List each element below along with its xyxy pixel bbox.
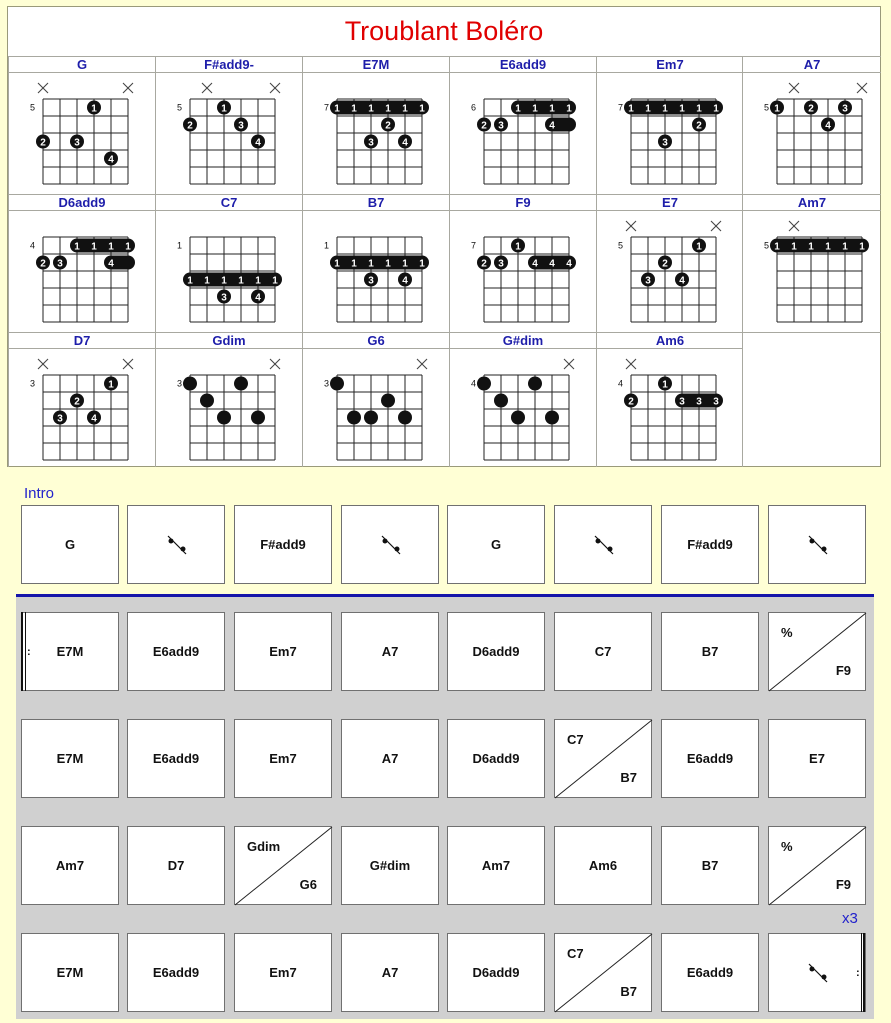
split-top-label: C7 (567, 732, 584, 747)
measure-chord-label: Am7 (481, 858, 511, 873)
measure-chord-label: E7M (56, 965, 84, 980)
barre-finger: 4 (108, 258, 114, 270)
fret-number: 6 (470, 102, 476, 113)
measure-chord-label: E7M (56, 644, 84, 659)
fret-number: 3 (176, 378, 182, 389)
fret-number: 7 (470, 240, 476, 251)
barre-finger: 1 (385, 103, 391, 115)
chord-diagram (302, 194, 449, 332)
chord-fretboard (450, 211, 596, 331)
finger-number: 2 (662, 258, 668, 270)
fret-number: 5 (176, 102, 182, 113)
chord-diagram (8, 332, 155, 467)
barre-finger: 1 (402, 258, 408, 270)
measure-chord (127, 826, 225, 905)
chord-fretboard (450, 73, 596, 193)
muted-string-mark (123, 83, 133, 93)
finger-number: 3 (238, 120, 244, 132)
chord-diagram (8, 194, 155, 332)
finger-number: 2 (40, 258, 46, 270)
chord-diagram (596, 194, 743, 332)
chord-fretboard (743, 73, 889, 193)
measure-chord-label: Em7 (269, 965, 297, 980)
barre-finger: 1 (204, 275, 210, 287)
barre-finger: 1 (791, 241, 797, 253)
measure-chord-label: B7 (701, 644, 719, 659)
barre-finger: 1 (532, 103, 538, 115)
barre (624, 101, 723, 115)
measure-chord-label: C7 (594, 644, 612, 659)
measure-chord-label: E6add9 (686, 965, 734, 980)
measure-chord-label: Am6 (588, 858, 618, 873)
chord-diagram (596, 56, 743, 194)
finger-number: 2 (481, 120, 487, 132)
barre-finger: 1 (808, 241, 814, 253)
barre-finger: 1 (187, 275, 193, 287)
finger-dot (494, 394, 508, 408)
repeat-end-barline: : (852, 933, 866, 1012)
chord-diagram (8, 56, 155, 194)
measure-chord (127, 933, 225, 1012)
measure-chord (341, 719, 439, 798)
split-top-label: Gdim (247, 839, 281, 854)
measure-chord (341, 826, 439, 905)
fret-number: 5 (763, 240, 769, 251)
barre-finger: 1 (272, 275, 278, 287)
measure-chord-label: E7 (809, 751, 825, 766)
measure-split (554, 933, 652, 1012)
barre-finger: 1 (566, 103, 572, 115)
finger-number: 4 (402, 137, 408, 149)
section-divider (16, 594, 874, 597)
chord-name: F#add9- (156, 57, 302, 73)
chord-name: E6add9 (450, 57, 596, 73)
measure-repeat (127, 505, 225, 584)
chord-fretboard (9, 349, 155, 469)
muted-string-mark (626, 221, 636, 231)
barre-finger: 3 (679, 396, 685, 408)
muted-string-mark (270, 83, 280, 93)
muted-string-mark (789, 83, 799, 93)
chord-fretboard (303, 211, 449, 331)
chord-name: F9 (450, 195, 596, 211)
measure-split (768, 612, 866, 691)
muted-string-mark (38, 83, 48, 93)
measure-chord (661, 612, 759, 691)
fret-number: 4 (617, 378, 623, 389)
chord-fretboard (450, 349, 596, 469)
finger-number: 4 (402, 275, 408, 287)
finger-number: 3 (498, 258, 504, 270)
barre-finger: 3 (696, 396, 702, 408)
chord-diagram (449, 56, 596, 194)
barre-finger: 1 (662, 103, 668, 115)
chord-name: A7 (743, 57, 881, 73)
barre-finger: 4 (532, 258, 538, 270)
finger-number: 2 (628, 396, 634, 408)
chord-name: C7 (156, 195, 302, 211)
barre-finger: 1 (74, 241, 80, 253)
measure-chord-label: Am7 (55, 858, 85, 873)
fret-number: 4 (29, 240, 35, 251)
measure-chord-label: B7 (701, 858, 719, 873)
barre (330, 256, 429, 270)
barre-finger: 1 (334, 103, 340, 115)
finger-number: 4 (91, 413, 97, 425)
chord-fretboard (156, 349, 302, 469)
chord-fretboard (156, 211, 302, 331)
measure-chord (768, 719, 866, 798)
chord-name: D6add9 (9, 195, 155, 211)
barre-finger: 1 (238, 275, 244, 287)
measure-chord (127, 719, 225, 798)
chord-diagram (302, 56, 449, 194)
chord-fretboard (9, 211, 155, 331)
chord-diagram (742, 56, 881, 194)
chord-diagram-table (7, 6, 881, 467)
measure-chord (234, 505, 332, 584)
chord-name: Em7 (597, 57, 743, 73)
repeat-measure-icon (128, 506, 226, 585)
chord-name: E7 (597, 195, 743, 211)
finger-dot (217, 411, 231, 425)
fret-number: 1 (176, 240, 182, 251)
measure-chord (554, 612, 652, 691)
finger-number: 4 (255, 292, 261, 304)
chord-name: D7 (9, 333, 155, 349)
barre-finger: 1 (108, 241, 114, 253)
barre-finger: 1 (859, 241, 865, 253)
fret-number: 7 (617, 102, 623, 113)
barre-finger: 3 (713, 396, 719, 408)
barre-finger: 1 (351, 103, 357, 115)
barre-finger: 1 (628, 103, 634, 115)
measure-chord (21, 505, 119, 584)
measure-chord (661, 505, 759, 584)
chord-name: G#dim (450, 333, 596, 349)
finger-dot (330, 377, 344, 391)
repeat-measure-icon (769, 506, 867, 585)
muted-string-mark (564, 359, 574, 369)
finger-number: 1 (515, 241, 521, 253)
measure-chord (661, 719, 759, 798)
barre-finger: 4 (566, 258, 572, 270)
chord-diagram (302, 332, 449, 467)
barre-finger: 1 (774, 241, 780, 253)
measure-chord-label: F#add9 (260, 537, 306, 552)
measure-chord-label: G#dim (369, 858, 411, 873)
chord-name: Gdim (156, 333, 302, 349)
split-bottom-label: F9 (835, 877, 851, 892)
finger-number: 2 (187, 120, 193, 132)
measure-chord (21, 826, 119, 905)
fret-number: 7 (323, 102, 329, 113)
measure-chord (661, 826, 759, 905)
finger-number: 3 (662, 137, 668, 149)
finger-number: 2 (40, 137, 46, 149)
intro-label: Intro (24, 485, 55, 502)
chord-name: G6 (303, 333, 449, 349)
barre-finger: 1 (515, 103, 521, 115)
finger-dot (381, 394, 395, 408)
barre (770, 239, 869, 253)
measure-chord (21, 933, 119, 1012)
measure-chord-label: A7 (381, 751, 399, 766)
barre-finger: 1 (713, 103, 719, 115)
barre-finger: 1 (368, 258, 374, 270)
chord-diagram (155, 332, 302, 467)
measure-split (234, 826, 332, 905)
barre (330, 101, 429, 115)
finger-number: 4 (108, 154, 114, 166)
measure-chord (234, 933, 332, 1012)
fret-number: 5 (29, 102, 35, 113)
chord-name: Am7 (743, 195, 881, 211)
measure-chord-label: D6add9 (472, 965, 520, 980)
measure-chord (341, 933, 439, 1012)
chord-diagram (155, 56, 302, 194)
measure-chord (447, 612, 545, 691)
finger-dot (364, 411, 378, 425)
finger-dot (234, 377, 248, 391)
finger-dot (347, 411, 361, 425)
chord-fretboard (156, 73, 302, 193)
measure-chord-label: G (64, 537, 76, 552)
finger-number: 2 (481, 258, 487, 270)
finger-number: 1 (108, 379, 114, 391)
measure-chord (447, 933, 545, 1012)
split-bottom-label: G6 (299, 877, 317, 892)
measure-chord-label: G (490, 537, 502, 552)
chord-name: G (9, 57, 155, 73)
finger-number: 3 (57, 413, 63, 425)
measure-chord (447, 719, 545, 798)
muted-string-mark (857, 83, 867, 93)
repeat-measure-icon (342, 506, 440, 585)
measure-chord (447, 826, 545, 905)
measure-chord-label: E6add9 (152, 644, 200, 659)
barre-finger: 1 (255, 275, 261, 287)
measure-repeat (554, 505, 652, 584)
measure-chord (661, 933, 759, 1012)
fret-number: 3 (323, 378, 329, 389)
measure-chord-label: D7 (167, 858, 185, 873)
chord-diagram (742, 194, 881, 332)
measure-chord (554, 826, 652, 905)
barre-finger: 1 (419, 258, 425, 270)
fret-number: 3 (29, 378, 35, 389)
barre-finger: 1 (221, 275, 227, 287)
measure-chord (234, 612, 332, 691)
chord-fretboard (597, 211, 743, 331)
finger-dot (511, 411, 525, 425)
measure-chord (21, 719, 119, 798)
finger-number: 1 (221, 103, 227, 115)
muted-string-mark (123, 359, 133, 369)
barre (183, 273, 282, 287)
muted-string-mark (417, 359, 427, 369)
split-bottom-label: F9 (835, 663, 851, 678)
finger-number: 3 (368, 137, 374, 149)
finger-number: 1 (774, 103, 780, 115)
measure-chord-label: E6add9 (152, 751, 200, 766)
song-title: Troublant Boléro (344, 16, 544, 46)
barre-finger: 1 (368, 103, 374, 115)
barre-finger: 1 (125, 241, 131, 253)
barre-finger: 1 (419, 103, 425, 115)
finger-number: 3 (221, 292, 227, 304)
split-bottom-label: B7 (620, 770, 637, 785)
barre-finger: 4 (549, 258, 555, 270)
chord-diagram (449, 332, 596, 467)
finger-dot (398, 411, 412, 425)
measure-chord-label: E7M (56, 751, 84, 766)
measure-chord-label: A7 (381, 965, 399, 980)
barre-finger: 1 (402, 103, 408, 115)
measure-chord-label: D6add9 (472, 751, 520, 766)
finger-dot (545, 411, 559, 425)
measure-chord (447, 505, 545, 584)
barre-finger: 1 (696, 103, 702, 115)
measure-chord-label: E6add9 (686, 751, 734, 766)
chord-name: Am6 (597, 333, 743, 349)
finger-dot (251, 411, 265, 425)
measure-chord-label: Em7 (269, 644, 297, 659)
barre-finger: 1 (679, 103, 685, 115)
chord-name: B7 (303, 195, 449, 211)
measure-repeat (341, 505, 439, 584)
finger-dot (528, 377, 542, 391)
finger-number: 3 (498, 120, 504, 132)
barre-finger: 4 (549, 120, 555, 132)
measure-chord-label: A7 (381, 644, 399, 659)
finger-dot (200, 394, 214, 408)
barre-finger: 1 (825, 241, 831, 253)
chord-diagram (155, 194, 302, 332)
repeat-count: x3 (842, 910, 858, 927)
barre-finger: 1 (351, 258, 357, 270)
finger-number: 4 (679, 275, 685, 287)
finger-number: 3 (842, 103, 848, 115)
barre-finger: 1 (645, 103, 651, 115)
chord-fretboard (303, 349, 449, 469)
chord-fretboard (303, 73, 449, 193)
measure-chord-label: F#add9 (687, 537, 733, 552)
muted-string-mark (626, 359, 636, 369)
fret-number: 5 (617, 240, 623, 251)
measure-chord (341, 612, 439, 691)
empty-cell (742, 332, 881, 467)
finger-number: 3 (368, 275, 374, 287)
finger-number: 3 (645, 275, 651, 287)
finger-number: 4 (825, 120, 831, 132)
measure-chord (127, 612, 225, 691)
finger-number: 3 (74, 137, 80, 149)
finger-number: 2 (74, 396, 80, 408)
finger-number: 3 (57, 258, 63, 270)
finger-number: 1 (662, 379, 668, 391)
chord-diagram (449, 194, 596, 332)
finger-number: 4 (255, 137, 261, 149)
measure-chord-label: E6add9 (152, 965, 200, 980)
muted-string-mark (202, 83, 212, 93)
measure-split (554, 719, 652, 798)
chord-diagram (596, 332, 743, 467)
repeat-measure-icon (555, 506, 653, 585)
chord-fretboard (597, 73, 743, 193)
muted-string-mark (270, 359, 280, 369)
fret-number: 5 (763, 102, 769, 113)
finger-number: 2 (696, 120, 702, 132)
finger-number: 1 (91, 103, 97, 115)
barre-finger: 1 (91, 241, 97, 253)
split-bottom-label: B7 (620, 984, 637, 999)
chord-fretboard (9, 73, 155, 193)
split-top-label: C7 (567, 946, 584, 961)
split-top-label: % (781, 839, 793, 854)
barre-finger: 1 (842, 241, 848, 253)
muted-string-mark (711, 221, 721, 231)
muted-string-mark (38, 359, 48, 369)
split-top-label: % (781, 625, 793, 640)
finger-number: 2 (808, 103, 814, 115)
measure-chord-label: Em7 (269, 751, 297, 766)
finger-number: 2 (385, 120, 391, 132)
measure-repeat (768, 505, 866, 584)
barre-finger: 1 (549, 103, 555, 115)
measure-split (768, 826, 866, 905)
measure-chord (234, 719, 332, 798)
barre-finger: 1 (385, 258, 391, 270)
muted-string-mark (789, 221, 799, 231)
fret-number: 4 (470, 378, 476, 389)
chord-name: E7M (303, 57, 449, 73)
finger-number: 1 (696, 241, 702, 253)
measure-chord-label: D6add9 (472, 644, 520, 659)
finger-dot (477, 377, 491, 391)
fret-number: 1 (323, 240, 329, 251)
measure-chord (21, 612, 119, 691)
chord-fretboard (743, 211, 889, 331)
repeat-start-barline: : (21, 612, 33, 691)
barre-finger: 1 (334, 258, 340, 270)
chord-fretboard (597, 349, 743, 469)
finger-dot (183, 377, 197, 391)
